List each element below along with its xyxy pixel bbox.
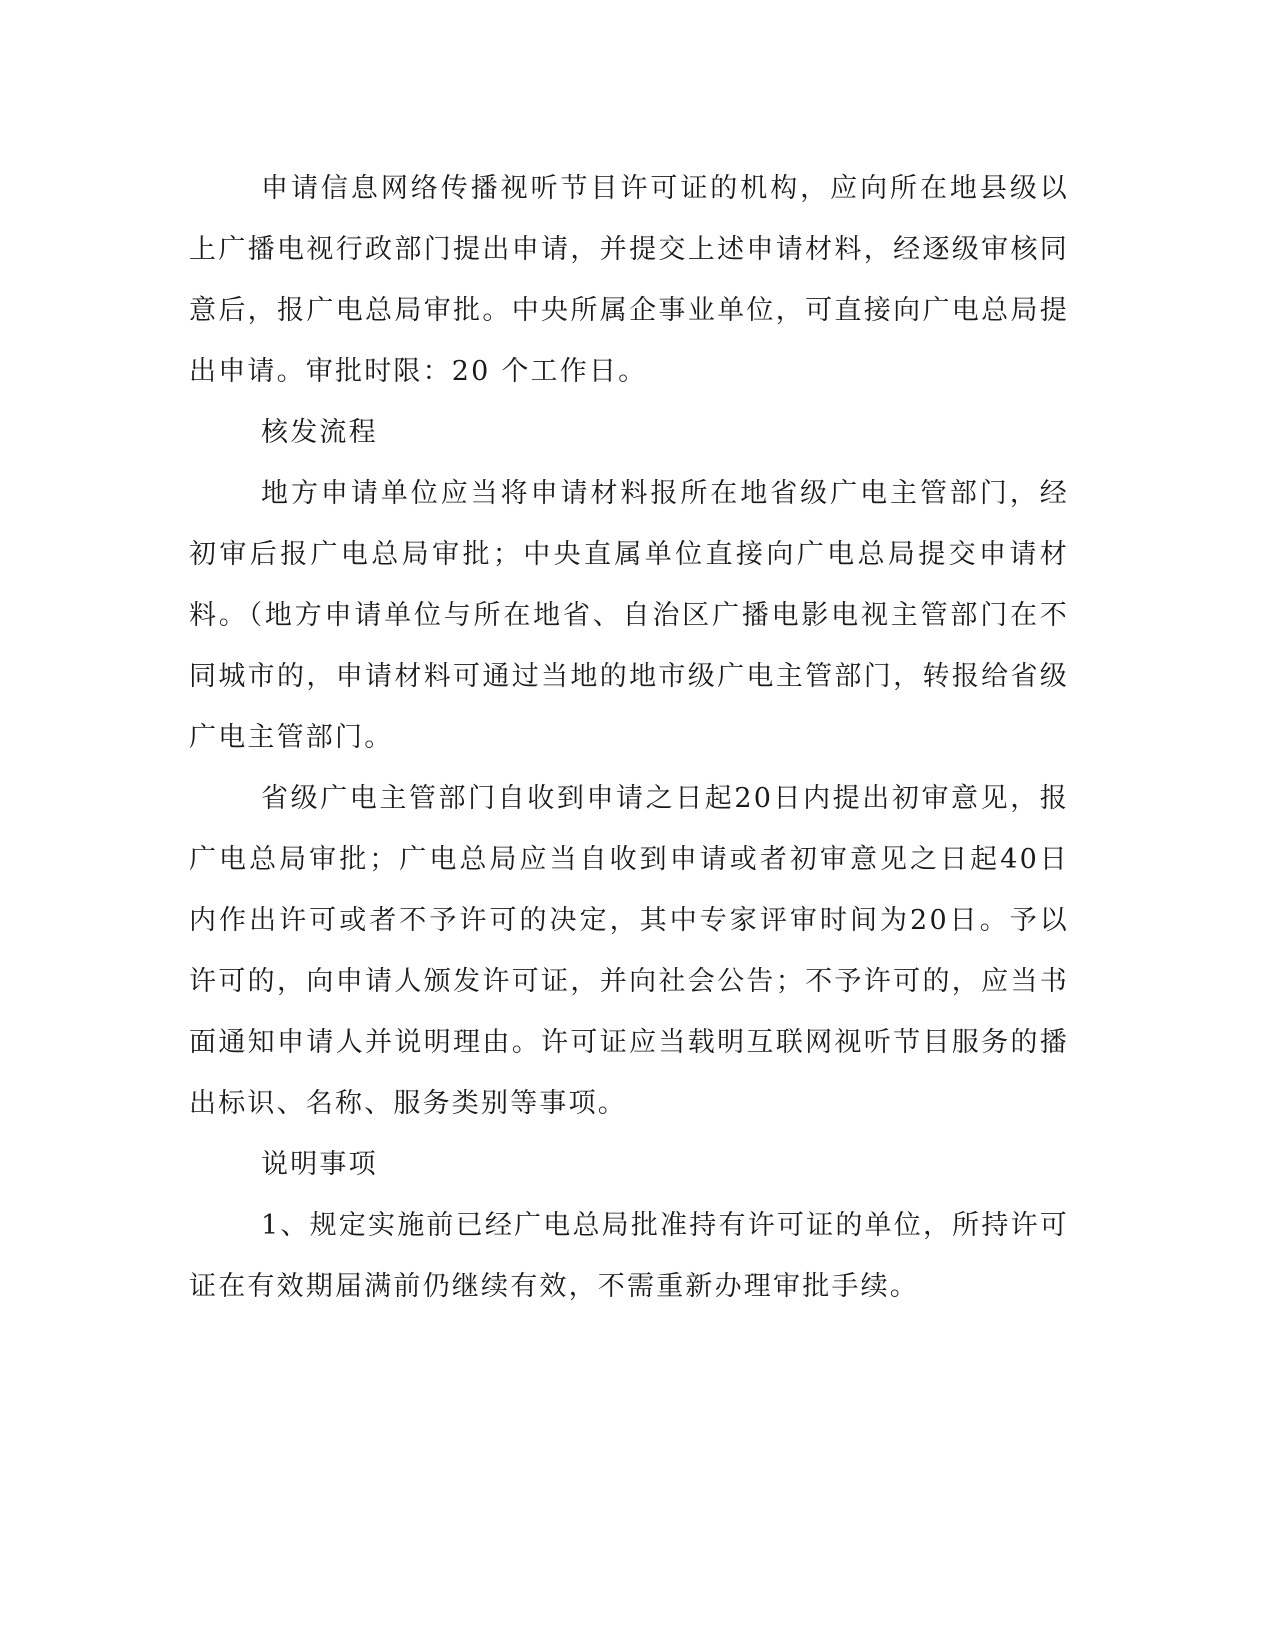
paragraph-review-timeline: 省级广电主管部门自收到申请之日起20日内提出初审意见，报广电总局审批；广电总局应当自收到申请或者初审意见之日起40日内作出许可或者不予许可的决定，其中专家评审时间为20日。予以许可的，向申请人颁发许可证，并向社会公告；不予许可的，应当书面通知申请人并说明理由。许可证应当载明互联网视听节目服务的播出标识、名称、服务类别等事项。 <box>189 783 1069 1119</box>
heading-issuance-process: 核发流程 <box>261 417 378 448</box>
document-body <box>189 158 1069 1317</box>
paragraph-application-procedure: 申请信息网络传播视听节目许可证的机构，应向所在地县级以上广播电视行政部门提出申请，并提交上述申请材料，经逐级审核同意后，报广电总局审批。中央所属企事业单位，可直接向广电总局提出申请。审批时限：20 个工作日。 <box>189 173 1069 387</box>
paragraph-note-1: 1、规定实施前已经广电总局批准持有许可证的单位，所持许可证在有效期届满前仍继续有效，不需重新办理审批手续。 <box>189 1210 1069 1302</box>
heading-notes: 说明事项 <box>261 1149 378 1180</box>
paragraph-local-application: 地方申请单位应当将申请材料报所在地省级广电主管部门，经初审后报广电总局审批；中央直属单位直接向广电总局提交申请材料。（地方申请单位与所在地省、自治区广播电影电视主管部门在不同城市的，申请材料可通过当地的地市级广电主管部门，转报给省级广电主管部门。 <box>189 478 1069 753</box>
